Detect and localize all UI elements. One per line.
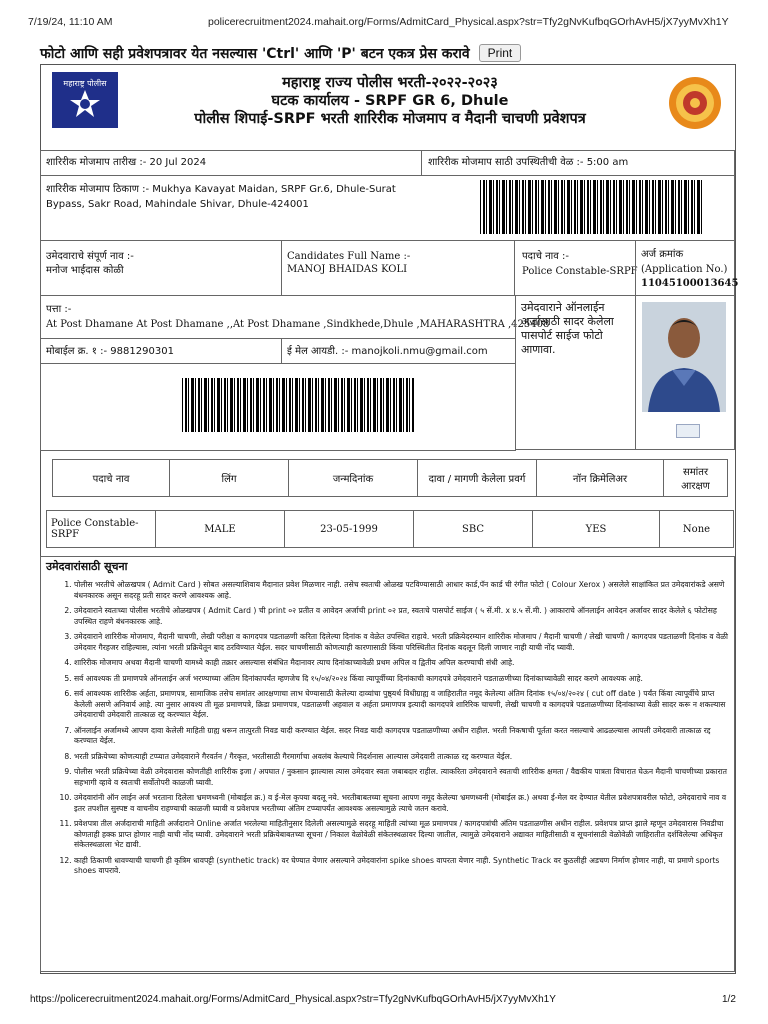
name-en-value: MANOJ BHAIDAS KOLI — [287, 264, 408, 275]
email-id: ई मेल आयडी. :- manojkoli.nmu@gmail.com — [287, 346, 488, 357]
header-line-2: घटक कार्यालय - SRPF GR 6, Dhule — [271, 93, 509, 109]
exam-time: शारिरीक मोजमाप साठी उपस्थितीची वेळ :- 5:00 am — [428, 157, 629, 168]
instruction-item: 10. उमेदवारांनी ऑन लाईन अर्ज भरताना दिलेला भ्रमणध्वनी (मोबाईल क्र.) व ई-मेल कृपया बदलू नये. भरतीबाबतच्या सूचना आपण नमूद केलेल्या भ्रमणध्वनी (मोबाईल क्र.) अथवा ई-मेल वर देण्यात येतील प्रवेशपत्रावरील फोटो, उमेदवाराचे नाव व इतर तपशील सुस्पष्ट व वाचनीय राहण्याची काळजी घ्यावी व प्रवेशपत्र भरतीच्या अंतिम टप्प्यापर्यंत आवश्यक असल्यामुळे त्याचे जतन करावे. — [74, 793, 728, 814]
header-line-3: पोलीस शिपाई-SRPF भरती शारिरीक मोजमाप व मैदानी चाचणी प्रवेशपत्र — [194, 111, 586, 127]
address-value: At Post Dhamane At Post Dhamane ,,At Post Dhamane ,Sindkhede,Dhule ,MAHARASHTRA ,425408 — [46, 319, 550, 330]
instruction-item: 4. शारिरीक मोजमाप अथवा मैदानी चाचणी यामध्ये काही तक्रार असल्यास संबंधित मैदानावर त्याच दिनांकाच्यावेळी प्रथम अपिल व द्वितीय अपिल करण्याची संधी आहे. — [74, 658, 728, 669]
mobile-number: मोबाईल क्र. १ :- 9881290301 — [46, 346, 174, 357]
print-datetime: 7/19/24, 11:10 AM — [28, 16, 113, 28]
photo-note: उमेदवाराने ऑनलाईन अर्जासाठी सादर केलेला पासपोर्ट साईज फोटो आणावा. — [521, 301, 614, 356]
instruction-item: 5. सर्व आवश्यक ती प्रमाणपत्रे ऑनलाईन अर्ज भरण्याच्या अंतिम दिनांकापर्यंत म्हणजेच दि १५/०४/२०२४ किंवा त्यापूर्वीच्या दिनांकाची कागदपत्रे उमेदवाराने पडताळणीच्या दिनांकाच्यावेळी सादर करणे आवश्यक आहे. — [74, 674, 728, 685]
col-category: दावा / मागणी केलेला प्रवर्ग — [418, 460, 537, 497]
header-line-1: महाराष्ट्र राज्य पोलीस भरती-२०२२-२०२३ — [282, 75, 498, 91]
emblem-text: महाराष्ट्र पोलीस — [63, 79, 107, 88]
address-label: पत्ता :- — [46, 304, 72, 315]
instructions-list-wrapper — [48, 580, 728, 882]
maharashtra-govt-seal-icon — [668, 76, 722, 130]
cell-noncreamy: YES — [533, 511, 660, 548]
instruction-item: 3. उमेदवाराने शारिरीक मोजमाप, मैदानी चाचणी, लेखी परीक्षा व कागदपत्र पडताळणी करिता दिलेल्या दिनांक व वेळेत उपस्थित राहावे. भरती प्रक्रियेदरम्यान शारिरीक मोजमाप / मैदानी चाचणी / लेखी चाचणी / कागदपत्र पडताळणी दिनांक व वेळी उमेदवार गैरहजर राहिल्यास, त्यांना भरती प्रक्रियेतून बाद ठरविण्यात येईल. सदर चाचणीसाठी कोणत्याही कारणासाठी किंवा परिस्थितीत दिनांक बदलून दिली जाणार नाही याची नोंद घ्यावी. — [74, 632, 728, 653]
print-instruction — [40, 44, 521, 63]
instruction-item: 7. ऑनलाईन अर्जामध्ये आपण दावा केलेली माहिती ग्राह्य धरून तात्पुरती निवड यादी करण्यात येईल. सदर निवड यादी कागदपत्र पडताळणीच्या अधीन राहील. भरती निकषाची पूर्तता करत नसल्याचे आढळल्यास आपली उमेदवारी तात्काळ रद्द करण्यात येईल. — [74, 726, 728, 747]
name-mr-label: उमेदवाराचे संपूर्ण नाव :- — [46, 251, 134, 262]
page-number: 1/2 — [722, 994, 736, 1005]
instruction-item: 9. पोलीस भरती प्रक्रियेच्या वेळी उमेदवारास कोणतीही शारिरीक इजा / अपघात / नुकसान झाल्यास त्यास उमेदवार स्वतः जबाबदार राहील. त्याकरिता उमेदवाराने स्वतःची शारिरीक क्षमता / वैद्यकीय पात्रता विचारात घेऊन मैदानी चाचणीच्या प्रकारात सहभागी व्हावे व स्वतःची सर्वोतोपरी काळजी घ्यावी. — [74, 767, 728, 788]
name-mr-value: मनोज भाईदास कोळी — [46, 265, 124, 276]
application-number: 11045100013645 — [641, 278, 739, 289]
maharashtra-police-emblem-icon — [52, 72, 118, 128]
details-row-table — [46, 510, 734, 548]
candidate-signature — [676, 424, 700, 438]
cell-dob: 23-05-1999 — [285, 511, 414, 548]
cell-gender: MALE — [156, 511, 285, 548]
print-instruction-text: फोटो आणि सही प्रवेशपत्रावर येत नसल्यास 'Ctrl' आणि 'P' बटन एकत्र प्रेस करावे — [40, 46, 470, 62]
print-page-url: policerecruitment2024.mahait.org/Forms/AdmitCard_Physical.aspx?str=Tfy2gNvKufbqGOrhAvH5/jX7yyMvXh1Y — [208, 16, 729, 28]
candidate-photo — [642, 302, 726, 412]
col-gender: लिंग — [170, 460, 289, 497]
address-cell — [40, 295, 516, 339]
instruction-item: 11. प्रवेशपत्रा तील अर्जदाराची माहिती अर्जदाराने Online अर्जात भरलेल्या माहितीनुसार दिलेली असल्यामुळे सदरहू माहिती त्यांच्या मूळ प्रमाणपत्र / कागदपत्रांची अंतिम पडताळणीस अधीन राहील. प्रवेशपत्र प्राप्त झाले म्हणून उमेदवारास निवडीचा कोणताही हक्क प्राप्त होणार नाही याची नोंद घ्यावी. उमेदवाराने भरती प्रक्रियेबाबतच्या सूचना / निकाल वेळोवेळी संकेतस्थळावर दिल्या जातील, त्यामुळे उमेदवाराने अद्यावत माहितीसाठी व सूचनांसाठी वेळोवेळी जाहिरातीत दर्शविलेल्या अधिकृत संकेतस्थळाला भेट द्यावी. — [74, 819, 728, 851]
card-header — [130, 74, 650, 128]
app-no-label-en: (Application No.) — [641, 264, 728, 275]
print-button[interactable]: Print — [479, 44, 522, 62]
col-parallel-reservation: समांतर आरक्षण — [664, 460, 728, 497]
cell-category: SBC — [414, 511, 533, 548]
instruction-item: 6. सर्व आवश्यक शारिरीक अर्हता, प्रमाणपत्र, सामाजिक तसेच समांतर आरक्षणाचा लाभ घेण्यासाठी केलेल्या दाव्यांचा पुष्ठ्यर्थ विधीग्राह्य व जाहिरातीत नमूद केलेल्या अंतिम दिनांक १५/०४/२०२४ ( cut off date ) पर्यंत किंवा त्यापूर्वीचे प्राप्त केलेली असणे अनिवार्य आहे. त्या नुसार आवश्य ती मूळ प्रमाणपत्रे, क्रिडा प्रमाणपत्र, पडताळणी अहवाल व अर्हता प्रमाणपत्र इत्यादी कागदपत्रे शारिरिक चाचणी, लेखी चाचणी व कागदपत्रे पडताळणीच्या दिनांकाच्या वेळी सादर करू न शकल्यास उमेदवाराची उमेदवारी तात्काळ रद्द करण्यात येईल. — [74, 689, 728, 721]
post-label: पदाचे नाव :- — [522, 251, 569, 262]
table-row — [47, 511, 734, 548]
exam-date: शारिरीक मोजमाप तारीख :- 20 Jul 2024 — [46, 157, 207, 168]
footer-url: https://policerecruitment2024.mahait.org/Forms/AdmitCard_Physical.aspx?str=Tfy2gNvKufbqGOrhAvH5/jX7yyMvXh1Y — [30, 994, 556, 1005]
col-post: पदाचे नाव — [53, 460, 170, 497]
col-noncreamy: नॉन क्रिमेलिअर — [537, 460, 664, 497]
instruction-item: 12. काही ठिकाणी धावण्याची चाचणी ही कृत्रिम धावपट्टी (synthetic track) वर घेण्यात येणार असल्याने उमेदवारांना spike shoes वापरता येणार नाही. Synthetic Track वर कुठलीही अडचण निर्माण होणार नाही, या प्रमाणे sports shoes वापरावे. — [74, 856, 728, 877]
cell-parallel-reservation: None — [660, 511, 734, 548]
instruction-item: 8. भरती प्रक्रियेच्या कोणत्याही टप्प्यात उमेदवाराने गैरवर्तन / गैरकृत, भरतीसाठी गैरमार्गाचा अवलंब केल्याचे निदर्शनास आल्यास उमेदवारी तात्काळ रद्द करण्यात येईल. — [74, 752, 728, 763]
col-dob: जन्मदिनांक — [289, 460, 418, 497]
instruction-item: 2. उमेदवाराने स्वतःच्या पोलीस भरतीचे ओळखपत्र ( Admit Card ) ची print ०२ प्रतीत व आवेदन अर्जाची print ०२ प्रत, स्वतःचे पासपोर्ट साईज ( ५ सें.मी. x ४.५ सें.मी. ) आकाराचे ऑनलाईन आवेदन अर्जावर सादर केलेले ६ फोटोसह उपस्थित राहणे बंधनकारक आहे. — [74, 606, 728, 627]
name-en-label: Candidates Full Name :- — [287, 251, 411, 262]
candidate-barcode — [182, 378, 414, 432]
application-barcode — [480, 180, 704, 234]
cell-post: Police Constable-SRPF — [47, 511, 156, 548]
post-value: Police Constable-SRPF — [522, 266, 638, 277]
instruction-item: 1. पोलीस भरतीचे ओळखपत्र ( Admit Card ) सोबत असल्याशिवाय मैदानात प्रवेश मिळणार नाही. तसेच स्वतःची ओळख पटविण्यासाठी आधार कार्ड,पॅन कार्ड ची रंगीत फोटो ( Colour Xerox ) असलेले साक्षांकित प्रत उमेदवारांकडे असणे बंधनकारक असून सदरहू प्रती सादर करणे आवश्यक आहे. — [74, 580, 728, 601]
exam-venue: शारिरीक मोजमाप ठिकाण :- Mukhya Kavayat Maidan, SRPF Gr.6, Dhule-Surat Bypass, Sakr Road, Mahindale Shivar, Dhule-424001 — [46, 184, 396, 210]
app-no-label: अर्ज क्रमांक — [641, 249, 684, 260]
details-header-table — [52, 459, 728, 497]
instructions-list — [48, 580, 728, 877]
instructions-title: उमेदवारांसाठी सूचना — [46, 560, 128, 573]
